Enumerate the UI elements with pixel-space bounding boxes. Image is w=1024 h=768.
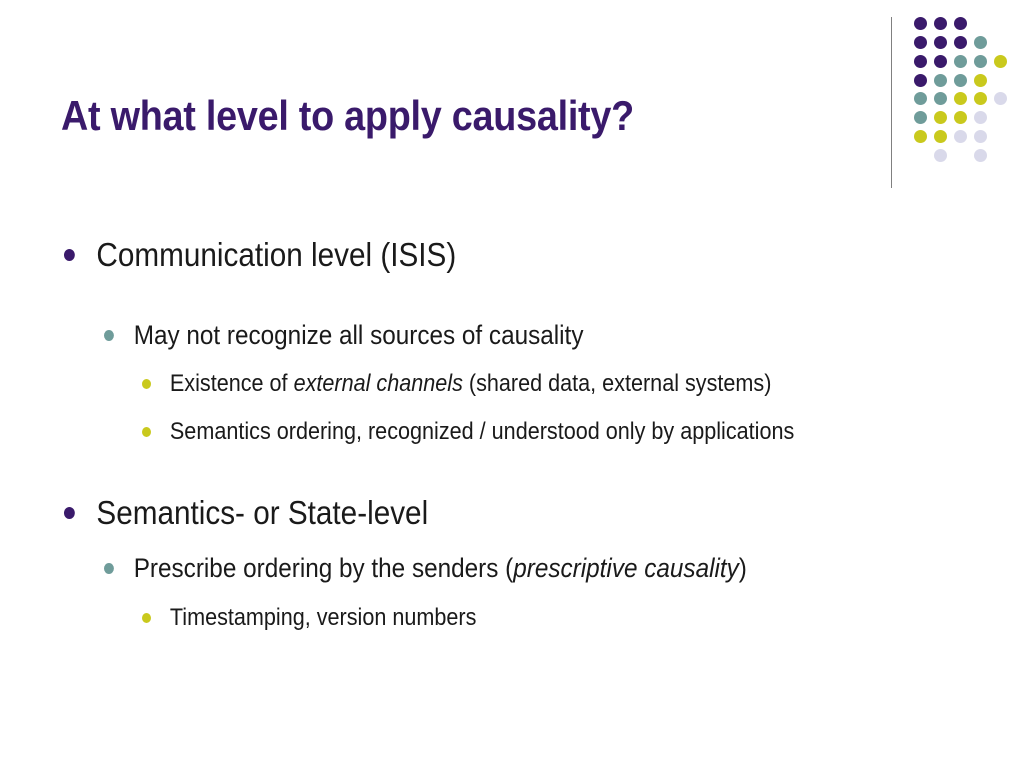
decor-dot bbox=[934, 130, 947, 143]
bullet-text-suffix: ) bbox=[738, 553, 747, 583]
decor-dot bbox=[954, 36, 967, 49]
decor-dot bbox=[954, 111, 967, 124]
decor-dot bbox=[974, 111, 987, 124]
bullet-level3 bbox=[142, 418, 794, 446]
bullet-dot-icon bbox=[64, 249, 75, 261]
decor-dot bbox=[914, 111, 927, 124]
bullet-text bbox=[134, 553, 747, 584]
bullet-text-emphasis: external channels bbox=[293, 370, 463, 397]
bullet-text bbox=[170, 370, 772, 398]
bullet-level1 bbox=[64, 494, 428, 532]
decor-dot bbox=[994, 92, 1007, 105]
bullet-level2 bbox=[104, 320, 583, 351]
bullet-text: Communication level (ISIS) bbox=[96, 236, 457, 273]
bullet-level1 bbox=[64, 236, 456, 274]
decor-dot bbox=[974, 130, 987, 143]
decor-dot bbox=[934, 74, 947, 87]
decor-dot bbox=[934, 36, 947, 49]
bullet-level2 bbox=[104, 553, 747, 584]
decor-dot bbox=[994, 55, 1007, 68]
slide-title: At what level to apply causality? bbox=[61, 92, 634, 139]
bullet-text-suffix: (shared data, external systems) bbox=[462, 370, 772, 397]
bullet-dot-icon bbox=[142, 427, 151, 437]
bullet-text: Semantics- or State-level bbox=[96, 494, 429, 531]
decor-dot bbox=[934, 55, 947, 68]
title-divider-line bbox=[891, 17, 892, 188]
decor-dot bbox=[914, 130, 927, 143]
decor-dot bbox=[974, 92, 987, 105]
decor-dot bbox=[934, 149, 947, 162]
bullet-level3 bbox=[142, 370, 771, 398]
decor-dot bbox=[954, 130, 967, 143]
decor-dot bbox=[954, 17, 967, 30]
decor-dot bbox=[914, 36, 927, 49]
decor-dot bbox=[974, 74, 987, 87]
decor-dot bbox=[934, 17, 947, 30]
decor-dot bbox=[974, 55, 987, 68]
decor-dot bbox=[914, 74, 927, 87]
decor-dot bbox=[934, 92, 947, 105]
decor-dot bbox=[914, 55, 927, 68]
bullet-text-emphasis: prescriptive causality bbox=[513, 553, 739, 583]
decor-dot bbox=[954, 92, 967, 105]
bullet-text: Timestamping, version numbers bbox=[169, 604, 477, 631]
decor-dot bbox=[934, 111, 947, 124]
bullet-dot-icon bbox=[104, 563, 114, 574]
bullet-text-prefix: Existence of bbox=[169, 370, 294, 397]
bullet-dot-icon bbox=[64, 507, 75, 519]
bullet-dot-icon bbox=[142, 379, 151, 389]
decor-dot bbox=[954, 74, 967, 87]
decor-dot bbox=[914, 17, 927, 30]
bullet-level3 bbox=[142, 604, 476, 632]
decor-dot bbox=[914, 92, 927, 105]
decor-dot bbox=[974, 36, 987, 49]
decor-dot bbox=[974, 149, 987, 162]
decor-dot bbox=[954, 55, 967, 68]
bullet-dot-icon bbox=[104, 330, 114, 341]
bullet-text-prefix: Prescribe ordering by the senders ( bbox=[133, 553, 514, 583]
bullet-text: May not recognize all sources of causality bbox=[133, 320, 584, 350]
bullet-dot-icon bbox=[142, 613, 151, 623]
bullet-text: Semantics ordering, recognized / understood only by applications bbox=[169, 418, 795, 445]
